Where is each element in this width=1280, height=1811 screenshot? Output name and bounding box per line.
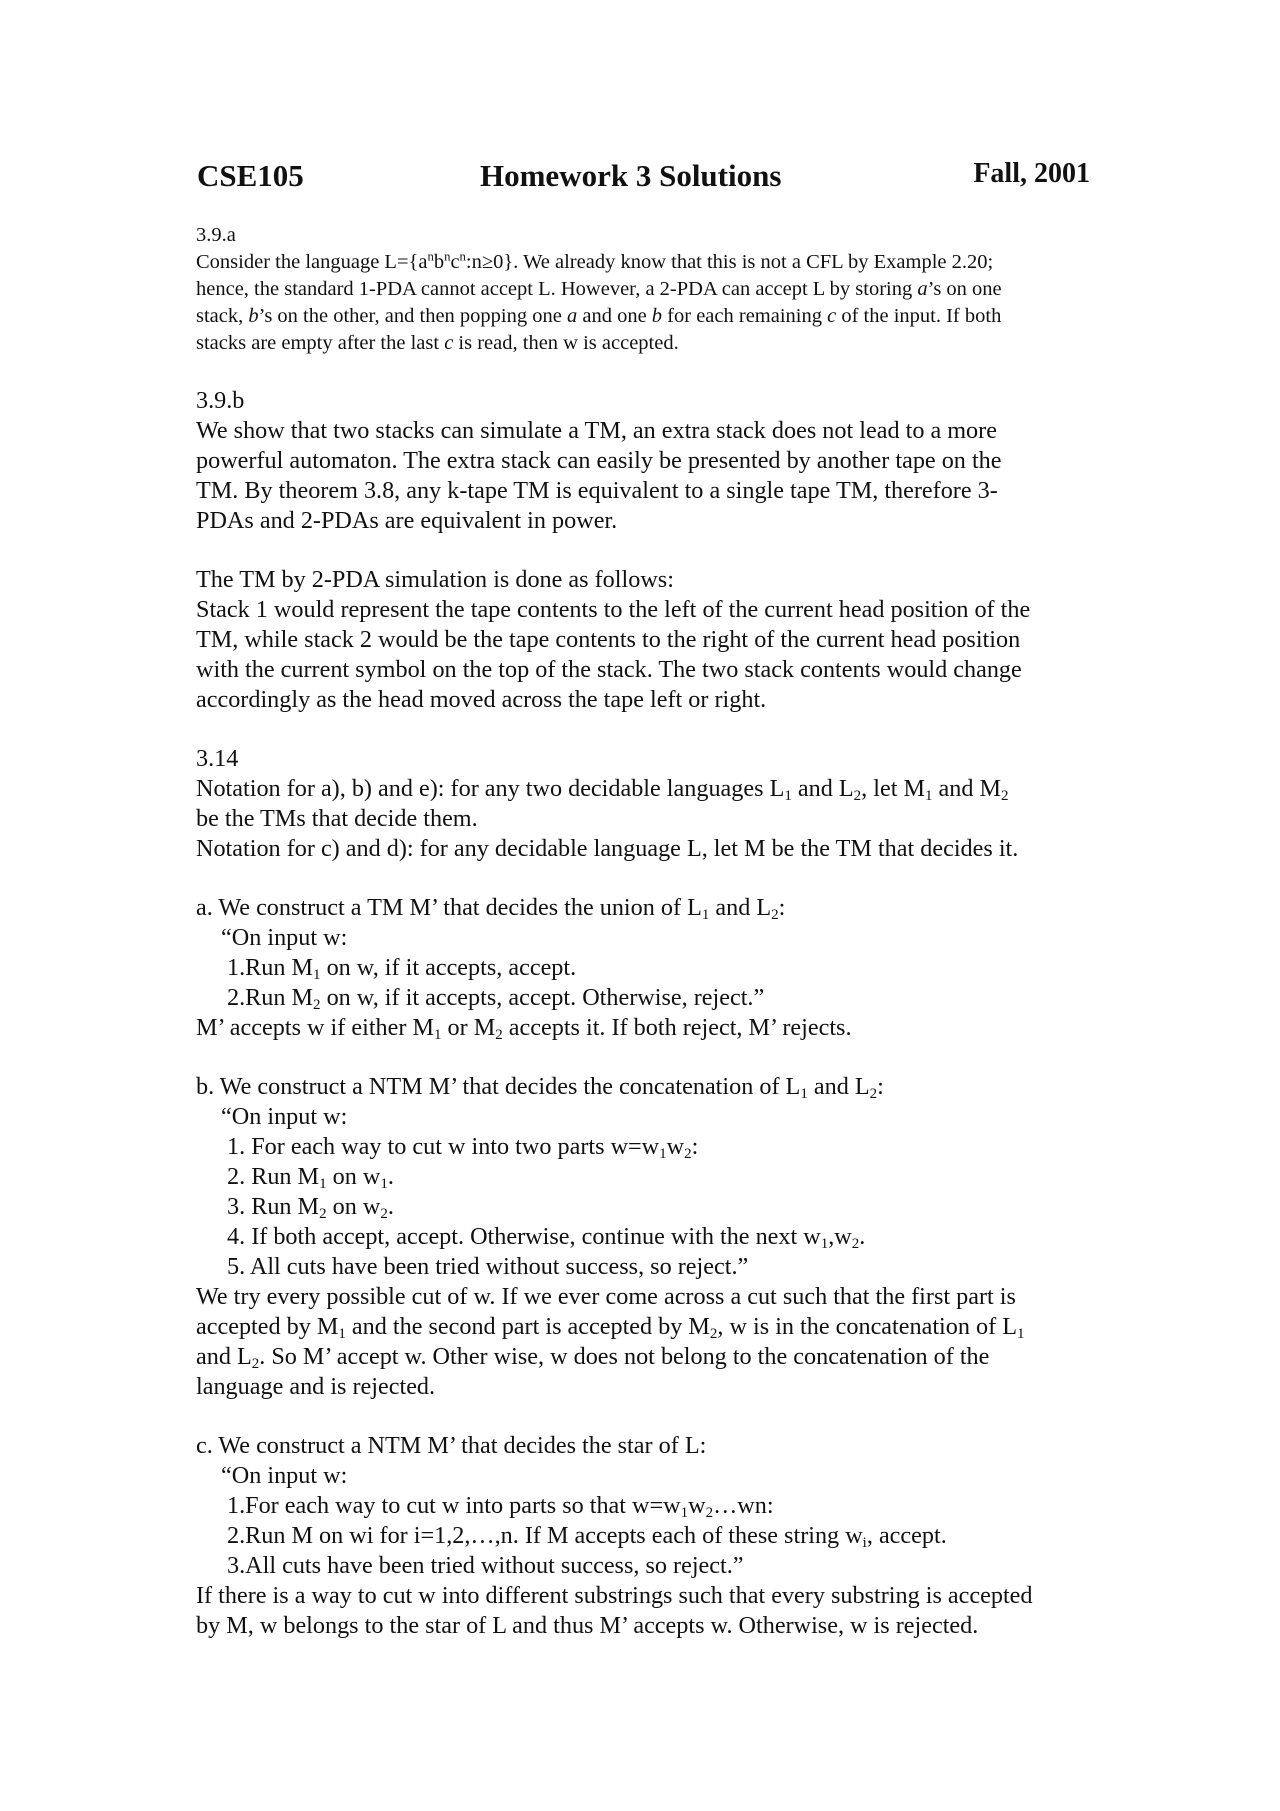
algorithm-step: 2.Run M on wi for i=1,2,…,n. If M accepts each of these string $w_i$, accept. bbox=[227, 1522, 947, 1551]
paragraph-line: Consider the language $L=\{a^nb^nc^n:n\ge 0\}$. We already know that this is not a CFL by Example 2.20; bbox=[196, 249, 994, 273]
paragraph-line: We show that two stacks can simulate a TM, an extra stack does not lead to a more bbox=[196, 417, 997, 444]
paragraph-line: Stack 1 would represent the tape contents to the left of the current head position of the bbox=[196, 596, 1031, 623]
algorithm-open: “On input w: bbox=[221, 924, 348, 951]
algorithm-open: “On input w: bbox=[221, 1103, 348, 1130]
part-a-intro: a. We construct a TM M’ that decides the union of $L_1$ and $L_2$: bbox=[196, 894, 786, 923]
paragraph-line: stack, b’s on the other, and then popping one a and one b for each remaining c of the input. If both bbox=[196, 305, 1002, 327]
paragraph-line: The TM by 2-PDA simulation is done as follows: bbox=[196, 566, 674, 593]
paragraph-line: accordingly as the head moved across the tape left or right. bbox=[196, 686, 767, 713]
section-3-9-b bbox=[196, 386, 1094, 715]
paragraph-line: We try every possible cut of w. If we ever come across a cut such that the first part is bbox=[196, 1283, 1016, 1310]
paragraph-line: TM, while stack 2 would be the tape contents to the right of the current head position bbox=[196, 626, 1021, 653]
algorithm-step: 1.Run $M_1$ on w, if it accepts, accept. bbox=[227, 954, 577, 983]
course-code: CSE105 bbox=[197, 158, 304, 193]
algorithm-step: 2. Run $M_1$ on $w_1$. bbox=[227, 1163, 394, 1192]
paragraph-line: Notation for c) and d): for any decidable language L, let M be the TM that decides it. bbox=[196, 835, 1019, 862]
algorithm-step: 1.For each way to cut w into parts so that $w=w_1w_2\dots wn$: bbox=[227, 1492, 774, 1521]
section-3-14 bbox=[196, 744, 1094, 1641]
section-label: 3.9.a bbox=[196, 224, 236, 246]
paragraph-line: be the TMs that decide them. bbox=[196, 805, 478, 832]
paragraph-line: M’ accepts w if either $M_1$ or $M_2$ accepts it. If both reject, M’ rejects. bbox=[196, 1014, 852, 1043]
part-b-intro: b. We construct a NTM M’ that decides the concatenation of $L_1$ and $L_2$: bbox=[196, 1073, 884, 1102]
paragraph-line: stacks are empty after the last c is read, then w is accepted. bbox=[196, 332, 679, 354]
algorithm-step: 4. If both accept, accept. Otherwise, continue with the next $w_1,w_2$. bbox=[227, 1223, 866, 1252]
algorithm-step: 1. For each way to cut w into two parts $w=w_1w_2$: bbox=[227, 1133, 699, 1162]
section-label: 3.9.b bbox=[196, 387, 245, 414]
section-label: 3.14 bbox=[196, 745, 239, 772]
section-3-9-a bbox=[196, 222, 1094, 357]
paragraph-line: hence, the standard 1-PDA cannot accept L. However, a 2-PDA can accept L by storing a’s on one bbox=[196, 278, 1002, 300]
paragraph-line: and $L_2$. So M’ accept w. Other wise, w does not belong to the concatenation of the bbox=[196, 1343, 990, 1372]
page-header bbox=[197, 158, 1090, 198]
algorithm-step: 3.All cuts have been tried without success, so reject.” bbox=[227, 1552, 744, 1579]
paragraph-line: PDAs and 2-PDAs are equivalent in power. bbox=[196, 507, 618, 534]
algorithm-step: 5. All cuts have been tried without success, so reject.” bbox=[227, 1253, 749, 1280]
document-title: Homework 3 Solutions bbox=[480, 158, 782, 193]
part-c-intro: c. We construct a NTM M’ that decides the star of L: bbox=[196, 1432, 707, 1459]
algorithm-step: 3. Run $M_2$ on $w_2$. bbox=[227, 1193, 394, 1222]
document-body bbox=[196, 222, 1094, 1641]
part-b-conclusion bbox=[196, 1282, 1094, 1402]
term-label: Fall, 2001 bbox=[973, 158, 1090, 189]
algorithm-open: “On input w: bbox=[221, 1462, 348, 1489]
paragraph-line: with the current symbol on the top of the stack. The two stack contents would change bbox=[196, 656, 1022, 683]
algorithm-step: 2.Run $M_2$ on w, if it accepts, accept. Otherwise, reject.” bbox=[227, 984, 765, 1013]
paragraph-line: accepted by $M_1$ and the second part is accepted by $M_2$, w is in the concatenation of $L_1$ bbox=[196, 1313, 1025, 1342]
paragraph-line: by M, w belongs to the star of L and thus M’ accepts w. Otherwise, w is rejected. bbox=[196, 1612, 979, 1639]
paragraph-line: Notation for a), b) and e): for any two decidable languages $L_1$ and $L_2$, let $M_1$ and $M_2$ bbox=[196, 775, 1009, 804]
paragraph-line: TM. By theorem 3.8, any k-tape TM is equivalent to a single tape TM, therefore 3- bbox=[196, 477, 998, 504]
paragraph-line: If there is a way to cut w into different substrings such that every substring is accepted bbox=[196, 1582, 1033, 1609]
paragraph-line: powerful automaton. The extra stack can easily be presented by another tape on the bbox=[196, 447, 1002, 474]
paragraph-line: language and is rejected. bbox=[196, 1373, 436, 1400]
